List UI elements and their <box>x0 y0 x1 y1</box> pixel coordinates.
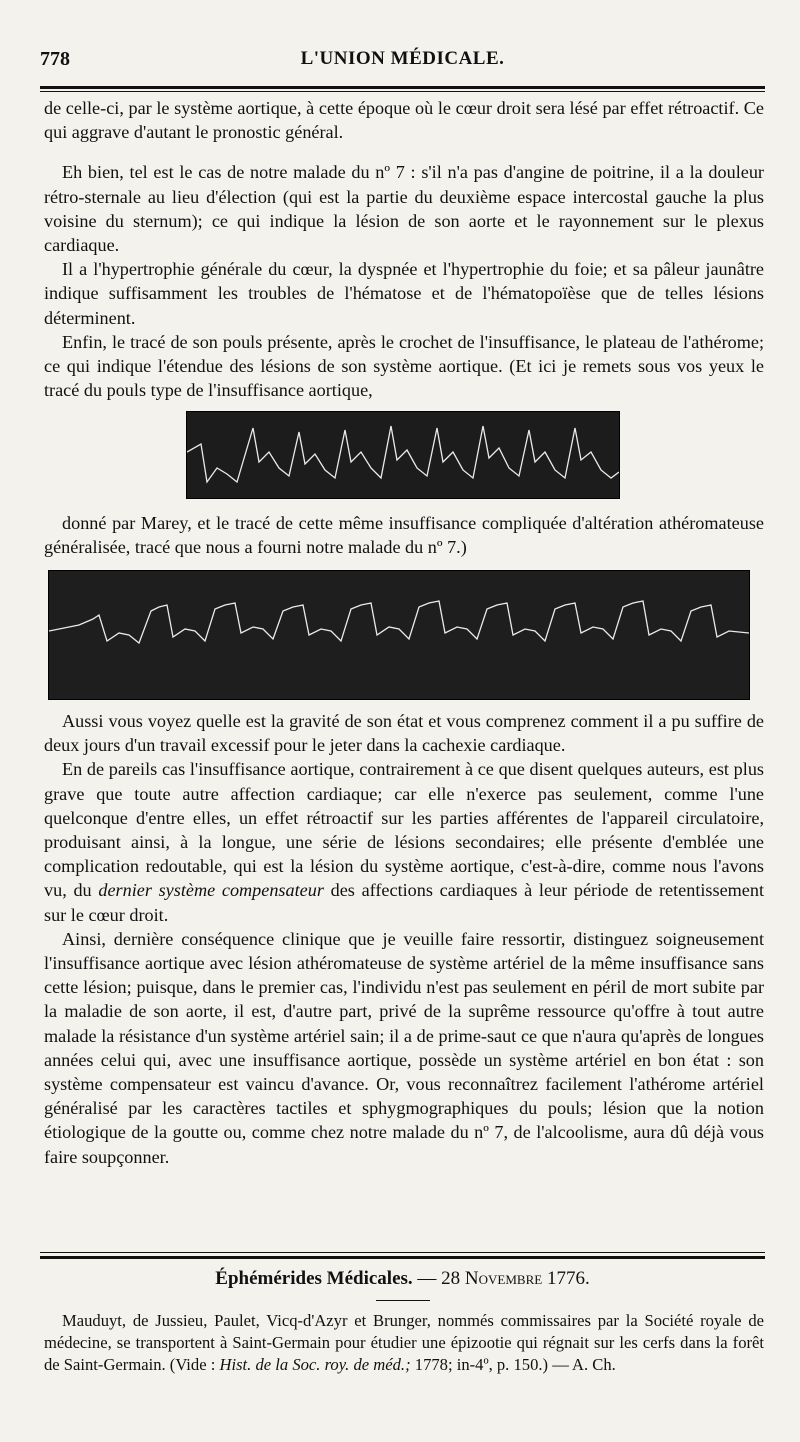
running-title: L'UNION MÉDICALE. <box>300 48 505 69</box>
ephemerides-title <box>40 1268 765 1290</box>
text-block-2 <box>44 511 764 559</box>
pulse-trace-marey <box>186 411 620 499</box>
header-rule <box>40 86 765 89</box>
paragraph: Aussi vous voyez quelle est la gravité de son état et vous comprenez comment il a pu suffire de deux jours d'un travail excessif pour le jeter dans la cachexie cardiaque. <box>44 711 764 756</box>
paragraph: Ainsi, dernière conséquence clinique que je veuille faire ressortir, distinguez soigneusement l'insuffisance aortique avec lésion athéromateuse de système artériel de la même insuffisance sans cette lésion; puisque, dans le premier cas, l'individu n'est pas seulement en péril de mort subite par la maladie de son aorte, il est, d'autre part, privé de la suprême ressource qu'offre à tout autre malade la résistance d'un système artériel sain; il a de prime-saut ce que n'aura qu'après de longues années celui qui, avec une insuffisance aortique, possède un système artériel en bon état : son système compensateur est vaincu d'avance. Or, vous reconnaîtrez facilement l'athérome artériel généralisé par les caractères tactiles et sphygmographiques du pouls; lésion que la notion étiologique de la goutte ou, comme chez notre malade du nº 7, de l'alcoolisme, aura dû déjà vous faire soupçonner. <box>44 928 764 1167</box>
title-underline <box>376 1300 430 1301</box>
header-rule-thin <box>40 91 765 92</box>
ephemerides-month: Novembre <box>464 1268 543 1289</box>
ephemerides-text <box>44 1310 764 1376</box>
page-header <box>40 48 765 78</box>
text-block-3 <box>44 709 764 1169</box>
paragraph: Eh bien, tel est le cas de notre malade du nº 7 : s'il n'a pas d'angine de poitrine, il a la douleur rétro-sternale au lieu d'élection (qui est la partie du deuxième espace intercostal gauche la plus voisine du sternum); ce qui indique la lésion de son aorte et le rayonnement sur le plexus cardiaque. <box>44 162 764 256</box>
italic-reference: Hist. de la Soc. roy. de méd.; <box>219 1355 411 1374</box>
pulse-trace-patient <box>48 570 750 700</box>
ephemerides-year: 1776. <box>546 1268 590 1289</box>
pulse-trace-marey-plot <box>187 412 619 498</box>
text-run: Mauduyt, de Jussieu, Paulet, Vicq-d'Azyr et Brunger, nommés commissaires par la Société royale de médecine, se transportent à Saint-Germain pour étudier une épizootie qui régnait sur les cerfs dans la forêt de Saint-Germain. (Vide : <box>44 1311 764 1374</box>
text-run: des affections cardiaques à leur période de retentissement sur le cœur droit. <box>44 880 765 925</box>
section-rule-thin <box>40 1252 765 1253</box>
pulse-trace-patient-plot <box>49 571 749 699</box>
paragraph: de celle-ci, par le système aortique, à cette époque où le cœur droit sera lésé par effet rétroactif. Ce qui aggrave d'autant le pronostic général. <box>44 98 764 143</box>
text-run: En de pareils cas l'insuffisance aortique, contrairement à ce que disent quelques auteurs, est plus grave que toute autre affection cardiaque; car elle n'exerce pas seulement, comme l'une quelconque d'entre elles, un effet rétroactif sur les parties afférentes de l'appareil circulatoire, produisant ainsi, à la longue, une série de lésions secondaires; elle présente d'emblée une complication redoutable, qui est la lésion du système aortique, c'est-à-dire, comme nous l'avons vu, du <box>44 759 764 901</box>
page-number: 778 <box>40 48 70 70</box>
text-run: 1778; in-4º, p. 150.) — A. Ch. <box>414 1355 616 1374</box>
text-block-1 <box>44 96 764 402</box>
ephemerides-dash: — 28 <box>417 1268 461 1289</box>
section-rule <box>40 1256 765 1259</box>
paragraph: Il a l'hypertrophie générale du cœur, la dyspnée et l'hypertrophie du foie; et sa pâleur jaunâtre indique suffisamment les troubles de l'hématose et de l'hématopoïèse que de telles lésions déterminent. <box>44 259 764 328</box>
paragraph <box>44 1310 764 1376</box>
italic-phrase: dernier système compensateur <box>98 880 324 901</box>
paragraph <box>44 757 764 926</box>
pulse-waveform <box>49 601 749 643</box>
paragraph: donné par Marey, et le tracé de cette même insuffisance compliquée d'altération athéromateuse généralisée, tracé que nous a fourni notre malade du nº 7.) <box>44 513 764 558</box>
ephemerides-heading: Éphémérides Médicales. <box>215 1268 413 1289</box>
paragraph: Enfin, le tracé de son pouls présente, après le crochet de l'insuffisance, le plateau de l'athérome; ce qui indique l'étendue des lésions de son système aortique. (Et ici je remets sous vos yeux le tracé du pouls type de l'insuffisance aortique, <box>44 331 764 401</box>
pulse-waveform <box>187 426 619 482</box>
